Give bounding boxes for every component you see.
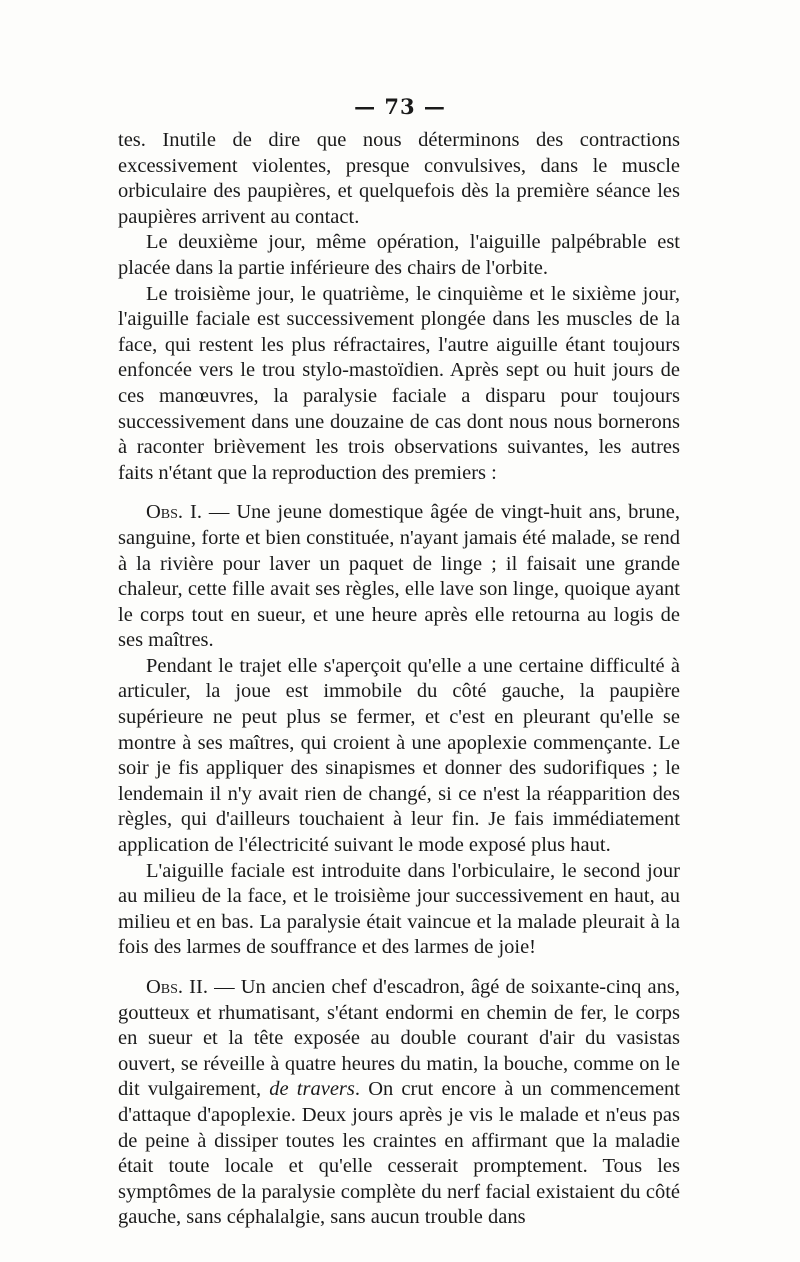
paragraph-second-day: Le deuxième jour, même opération, l'aiguille palpébrable est placée dans la partie inférieure des chairs de l'orbite. [118,231,680,279]
page-body [118,128,680,1231]
paragraph-journey: Pendant le trajet elle s'aperçoit qu'elle a une certaine difficulté à articuler, la joue est immobile du côté gauche, la paupière supérieure ne peut plus se fermer, et c'est en pleurant qu'elle se montre à ses maîtres, qui croient à une apoplexie commençante. Le soir je fis appliquer des sinapismes et donner des sudorifiques ; le lendemain il n'y avait rien de changé, si ce n'est la réapparition des règles, qui d'ailleurs touchaient à leur fin. Je fais immédiatement application de l'électricité suivant le mode exposé plus haut. [118,654,680,857]
observation-one-text: — Une jeune domestique âgée de vingt-huit ans, brune, sanguine, forte et bien constituée, n'ayant jamais été malade, se rend à la rivière pour laver un paquet de linge ; il faisait une grande chaleur, cette fille avait ses règles, elle lave son linge, quoique ayant le corps tout en sueur, et une heure après elle retourna au logis de ses maîtres. [118,501,680,652]
observation-two-text-after: . On crut encore à un commencement d'attaque d'apoplexie. Deux jours après je vis le malade et n'eus pas de peine à dissiper toutes les craintes en affirmant que la maladie était toute locale et qu'elle cesserait promptement. Tous les symptômes de la paralysie complète du nerf facial existaient du côté gauche, sans céphalalgie, sans aucun trouble dans [118,1078,680,1229]
observation-one-label: Obs. I. [146,501,202,524]
observation-one [118,500,680,654]
paragraph-third-day: Le troisième jour, le quatrième, le cinquième et le sixième jour, l'aiguille faciale est successivement plongée dans les muscles de la face, qui restent les plus réfractaires, l'autre aiguille étant toujours enfoncée vers le trou stylo-mastoïdien. Après sept ou huit jours de ces manœuvres, la paralysie faciale a disparu pour toujours successivement dans une douzaine de cas dont nous nous bornerons à raconter brièvement les trois observations suivantes, les autres faits n'étant que la reproduction des premiers : [118,282,680,484]
paragraph-facial-needle: L'aiguille faciale est introduite dans l'orbiculaire, le second jour au milieu de la face, et le troisième jour successivement en haut, au milieu et en bas. La paralysie était vaincue et la malade pleurait à la fois des larmes de souffrance et des larmes de joie! [118,859,680,959]
observation-two-label: Obs. II. [146,976,208,998]
page-number-header: — 73 — [354,94,446,119]
observation-two-text-before: — Un ancien chef d'escadron, âgé de soixante-cinq ans, goutteux et rhumatisant, s'étant endormi en chemin de fer, le corps en sueur et la tête exposée au double courant d'air du vasistas ouvert, se réveille à quatre heures du matin, la bouche, comme on le dit vulgairement, [118,976,680,1101]
observation-two-italic: de travers [269,1078,355,1101]
observation-two [118,975,680,1231]
paragraph-continuation: tes. Inutile de dire que nous déterminons des contractions excessivement violentes, presque convulsives, dans le muscle orbiculaire des paupières, et quelquefois dès la première séance les paupières arrivent au contact. [118,129,680,228]
